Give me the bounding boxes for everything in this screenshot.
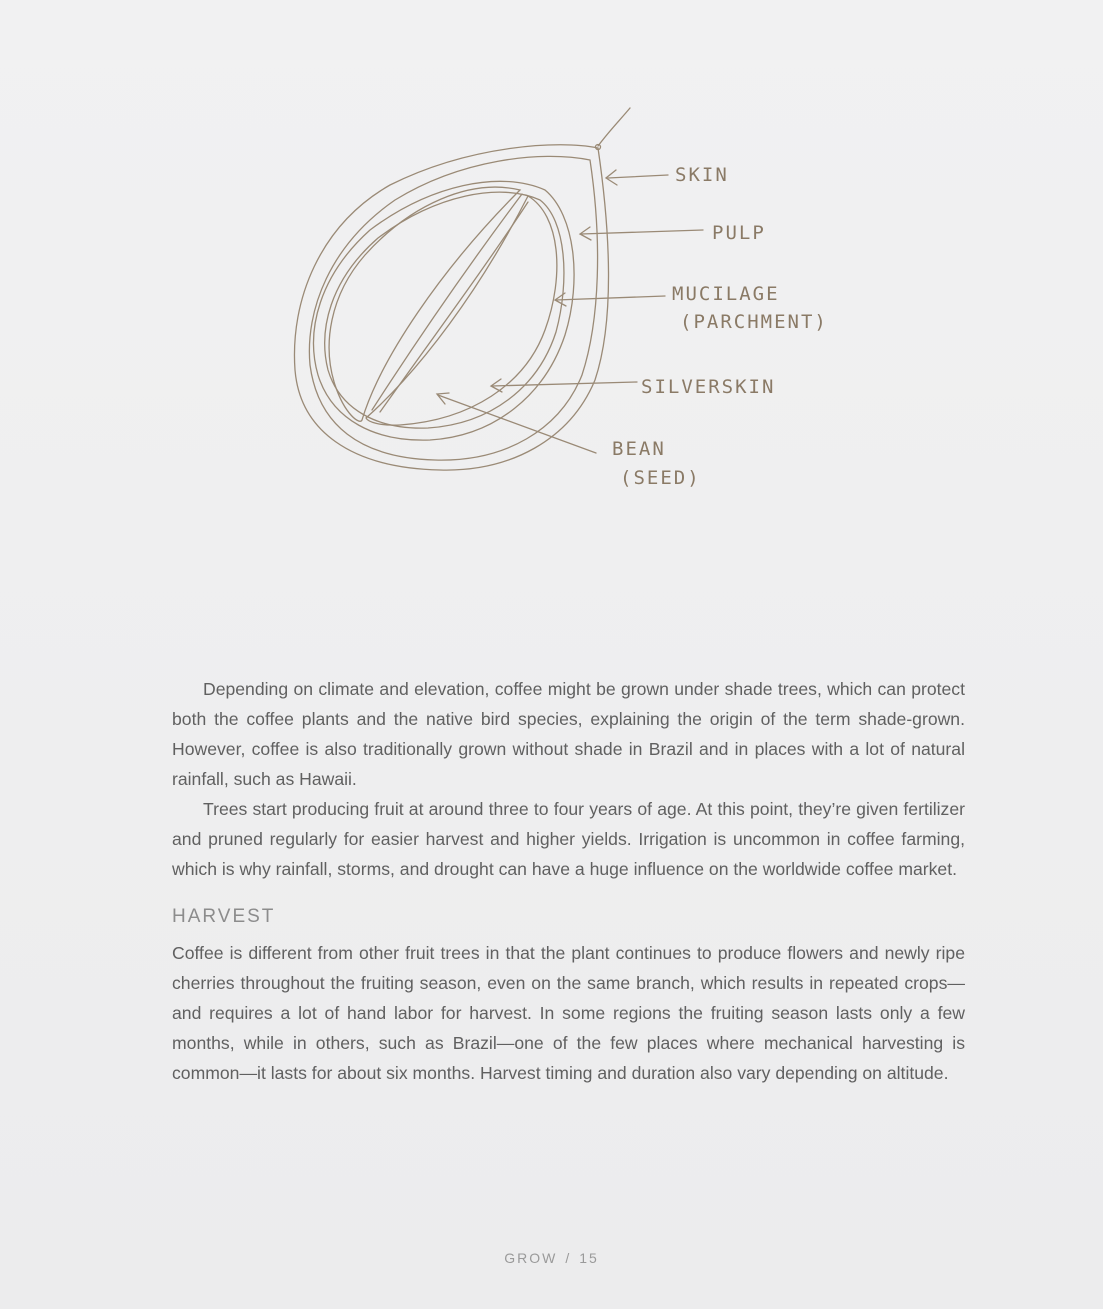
stem-line	[598, 108, 630, 146]
silverskin-label: SILVERSKIN	[641, 376, 776, 398]
section-heading-harvest: HARVEST	[172, 906, 276, 927]
mucilage-label: MUCILAGE	[672, 283, 780, 305]
pulp-leader	[581, 230, 703, 234]
paragraph-harvest: Coffee is different from other fruit trees in that the plant continues to produce flowers and newly ripe cherries throughout the fruiting season, even on the same branch, which results in repeated crops—and requires a lot of hand labor for harvest. In some regions the fruiting season lasts only a few months, while in others, such as Brazil—one of the few places where mechanical harvesting is common—it lasts for about six months. Harvest timing and duration also vary depending on altitude.	[172, 943, 965, 1083]
parchment-label: (PARCHMENT)	[680, 311, 828, 333]
page-footer	[0, 1250, 1103, 1266]
coffee-cherry-illustration	[0, 0, 1103, 620]
footer-separator: /	[565, 1250, 572, 1266]
parchment-outline	[314, 181, 575, 440]
seed-label: (SEED)	[620, 467, 701, 489]
page-number: 15	[579, 1250, 599, 1266]
coffee-cherry-diagram	[0, 0, 1103, 620]
skin-leader	[608, 175, 668, 178]
pulp-label: PULP	[712, 222, 766, 244]
bean-center-crease-2	[380, 202, 528, 412]
paragraph-shade: Depending on climate and elevation, coffee might be grown under shade trees, which can protect both the coffee plants and the native bird species, explaining the origin of the term shade-grown. However, coffee is also traditionally grown without shade in Brazil and in places with a lot of natural rainfall, such as Hawaii.	[172, 679, 965, 789]
skin-label: SKIN	[675, 164, 729, 186]
paragraph-trees: Trees start producing fruit at around three to four years of age. At this point, they’re given fertilizer and pruned regularly for easier harvest and higher yields. Irrigation is uncommon in coffee farming, which is why rainfall, storms, and drought can have a huge influence on the worldwide coffee market.	[172, 799, 965, 879]
silverskin-leader	[492, 382, 637, 386]
bean-label: BEAN	[612, 438, 666, 460]
footer-section: GROW	[504, 1250, 558, 1266]
body-text	[172, 674, 965, 1088]
